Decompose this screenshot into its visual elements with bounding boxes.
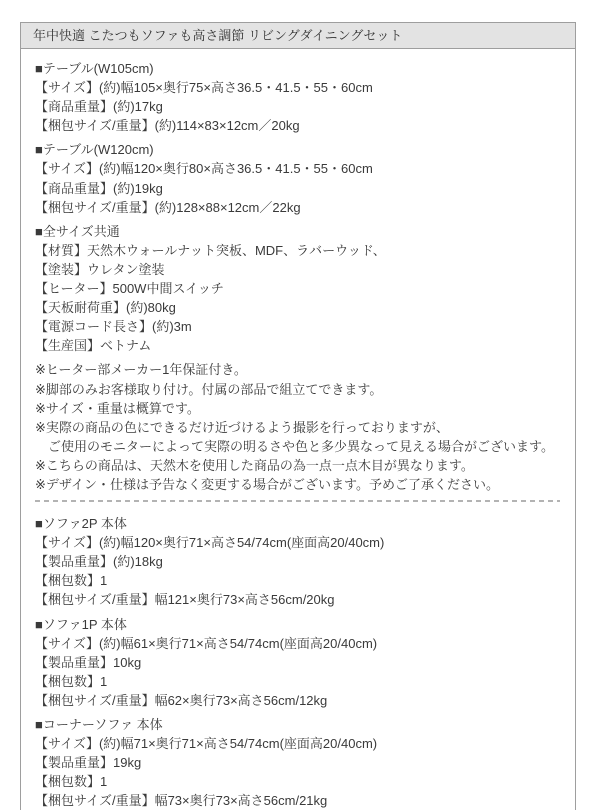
- note-line: ※脚部のみお客様取り付け。付属の部品で組立てできます。: [35, 381, 383, 397]
- section-heading: ■ソファ1P 本体: [35, 616, 127, 632]
- spec-line-size: 【サイズ】(約)幅120×奥行80×高さ36.5・41.5・55・60cm: [35, 161, 373, 177]
- section-notes: [35, 360, 562, 494]
- spec-line-package-count: 【梱包数】1: [35, 673, 108, 689]
- section-corner-sofa: [35, 715, 562, 810]
- note-line: ※実際の商品の色にできるだけ近づけるよう撮影を行っておりますが、: [35, 419, 449, 435]
- spec-line-package-count: 【梱包数】1: [35, 774, 108, 790]
- section-heading: ■テーブル(W105cm): [35, 61, 154, 76]
- spec-line-size: 【サイズ】(約)幅105×奥行75×高さ36.5・41.5・55・60cm: [35, 80, 373, 96]
- spec-line-material: 【材質】天然木ウォールナット突板、MDF、ラバーウッド、: [35, 242, 386, 258]
- spec-line-weight: 【製品重量】10kg: [35, 654, 142, 670]
- spec-line-size: 【サイズ】(約)幅120×奥行71×高さ54/74cm(座面高20/40cm): [35, 535, 385, 551]
- note-line: ※サイズ・重量は概算です。: [35, 400, 200, 416]
- spec-panel-header: [21, 23, 575, 49]
- spec-line-country: 【生産国】ベトナム: [35, 338, 152, 354]
- spec-line-size: 【サイズ】(約)幅61×奥行71×高さ54/74cm(座面高20/40cm): [35, 635, 378, 651]
- note-line: ※こちらの商品は、天然木を使用した商品の為一点一点木目が異なります。: [35, 457, 474, 473]
- spec-line-weight: 【製品重量】(約)18kg: [35, 554, 163, 570]
- spec-line-weight: 【商品重量】(約)17kg: [35, 99, 163, 115]
- spec-line-weight: 【商品重量】(約)19kg: [35, 180, 163, 196]
- spec-line-package: 【梱包サイズ/重量】幅73×奥行73×高さ56cm/21kg: [35, 793, 328, 809]
- product-spec-panel: [20, 22, 576, 810]
- spec-line-load: 【天板耐荷重】(約)80kg: [35, 300, 176, 316]
- section-table-w105: [35, 59, 562, 135]
- note-line: ※ヒーター部メーカー1年保証付き。: [35, 362, 247, 378]
- spec-line-size: 【サイズ】(約)幅71×奥行71×高さ54/74cm(座面高20/40cm): [35, 736, 378, 752]
- spec-line-coating: 【塗装】ウレタン塗装: [35, 261, 165, 277]
- dashed-divider: [35, 500, 560, 502]
- spec-line-cord: 【電源コード長さ】(約)3m: [35, 319, 192, 335]
- section-table-w120: [35, 140, 562, 216]
- spec-line-package: 【梱包サイズ/重量】幅121×奥行73×高さ56cm/20kg: [35, 592, 335, 608]
- spec-line-heater: 【ヒーター】500W中間スイッチ: [35, 281, 224, 297]
- section-heading: ■ソファ2P 本体: [35, 516, 127, 532]
- spec-line-package: 【梱包サイズ/重量】幅62×奥行73×高さ56cm/12kg: [35, 692, 328, 708]
- spec-panel-body: [21, 49, 575, 810]
- spec-line-package: 【梱包サイズ/重量】(約)114×83×12cm／20kg: [35, 118, 300, 134]
- section-sofa-2p: [35, 514, 562, 609]
- spec-line-package-count: 【梱包数】1: [35, 573, 108, 589]
- section-heading: ■コーナーソファ 本体: [35, 717, 163, 732]
- note-line: ※デザイン・仕様は予告なく変更する場合がございます。予めご了承ください。: [35, 476, 499, 492]
- spec-panel-title: 年中快適 こたつもソファも高さ調節 リビングダイニングセット: [33, 28, 403, 43]
- section-common: [35, 222, 562, 356]
- spec-line-weight: 【製品重量】19kg: [35, 755, 142, 771]
- section-heading: ■全サイズ共通: [35, 223, 120, 239]
- section-heading: ■テーブル(W120cm): [35, 142, 154, 158]
- section-sofa-1p: [35, 615, 562, 710]
- note-line: ご使用のモニターによって実際の明るさや色と多少異なって見える場合がございます。: [35, 438, 554, 454]
- spec-line-package: 【梱包サイズ/重量】(約)128×88×12cm／22kg: [35, 199, 301, 215]
